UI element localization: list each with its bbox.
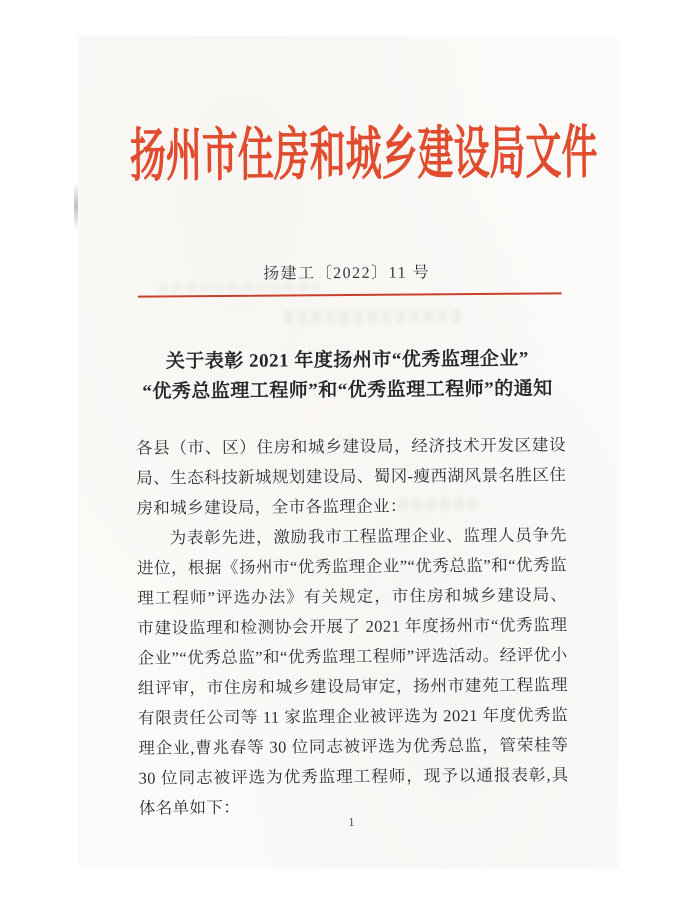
salutation-paragraph: 各县（市、区）住房和城乡建设局，经济技术开发区建设局、生态科技新城规划建设局、蜀冈-瘦西湖风景名胜区住房和城乡建设局，全市各监理企业： bbox=[135, 435, 567, 518]
red-divider-rule bbox=[138, 292, 562, 298]
bleed-through-smudge bbox=[284, 309, 464, 324]
page-number: 1 bbox=[348, 814, 355, 830]
notice-title-line2: “优秀总监理工程师”和“优秀监理工程师”的通知 bbox=[142, 378, 553, 403]
notice-title-line1: 关于表彰 2021 年度扬州市“优秀监理企业” bbox=[165, 348, 529, 373]
notice-title bbox=[97, 344, 597, 408]
notice-body bbox=[136, 430, 569, 823]
document-number: 扬建工〔2022〕11 号 bbox=[263, 264, 431, 283]
red-header-agency-title: 扬州市住房和城乡建设局文件 bbox=[129, 120, 598, 189]
main-paragraph: 为表彰先进，激励我市工程监理企业、监理人员争先进位，根据《扬州市“优秀监理企业”“优秀总监”和“优秀监理工程师”评选办法》有关规定，市住房和城乡建设局、市建设监理和检测协会开展了 2021 年度扬州市“优秀监理企业”“优秀总监”和“优秀监理工程师”评选活动。经评优小组评审，市住房和城乡建设局审定，扬州市建苑工程监理有限责任公司等 11 家监理企业被评选为 2021 年度优秀监理企业,曹兆春等 30 位同志被评选为优秀总监，管荣桂等 30 位同志被评选为优秀监理工程师，现予以通报表彰,具体名单如下： bbox=[136, 525, 569, 818]
